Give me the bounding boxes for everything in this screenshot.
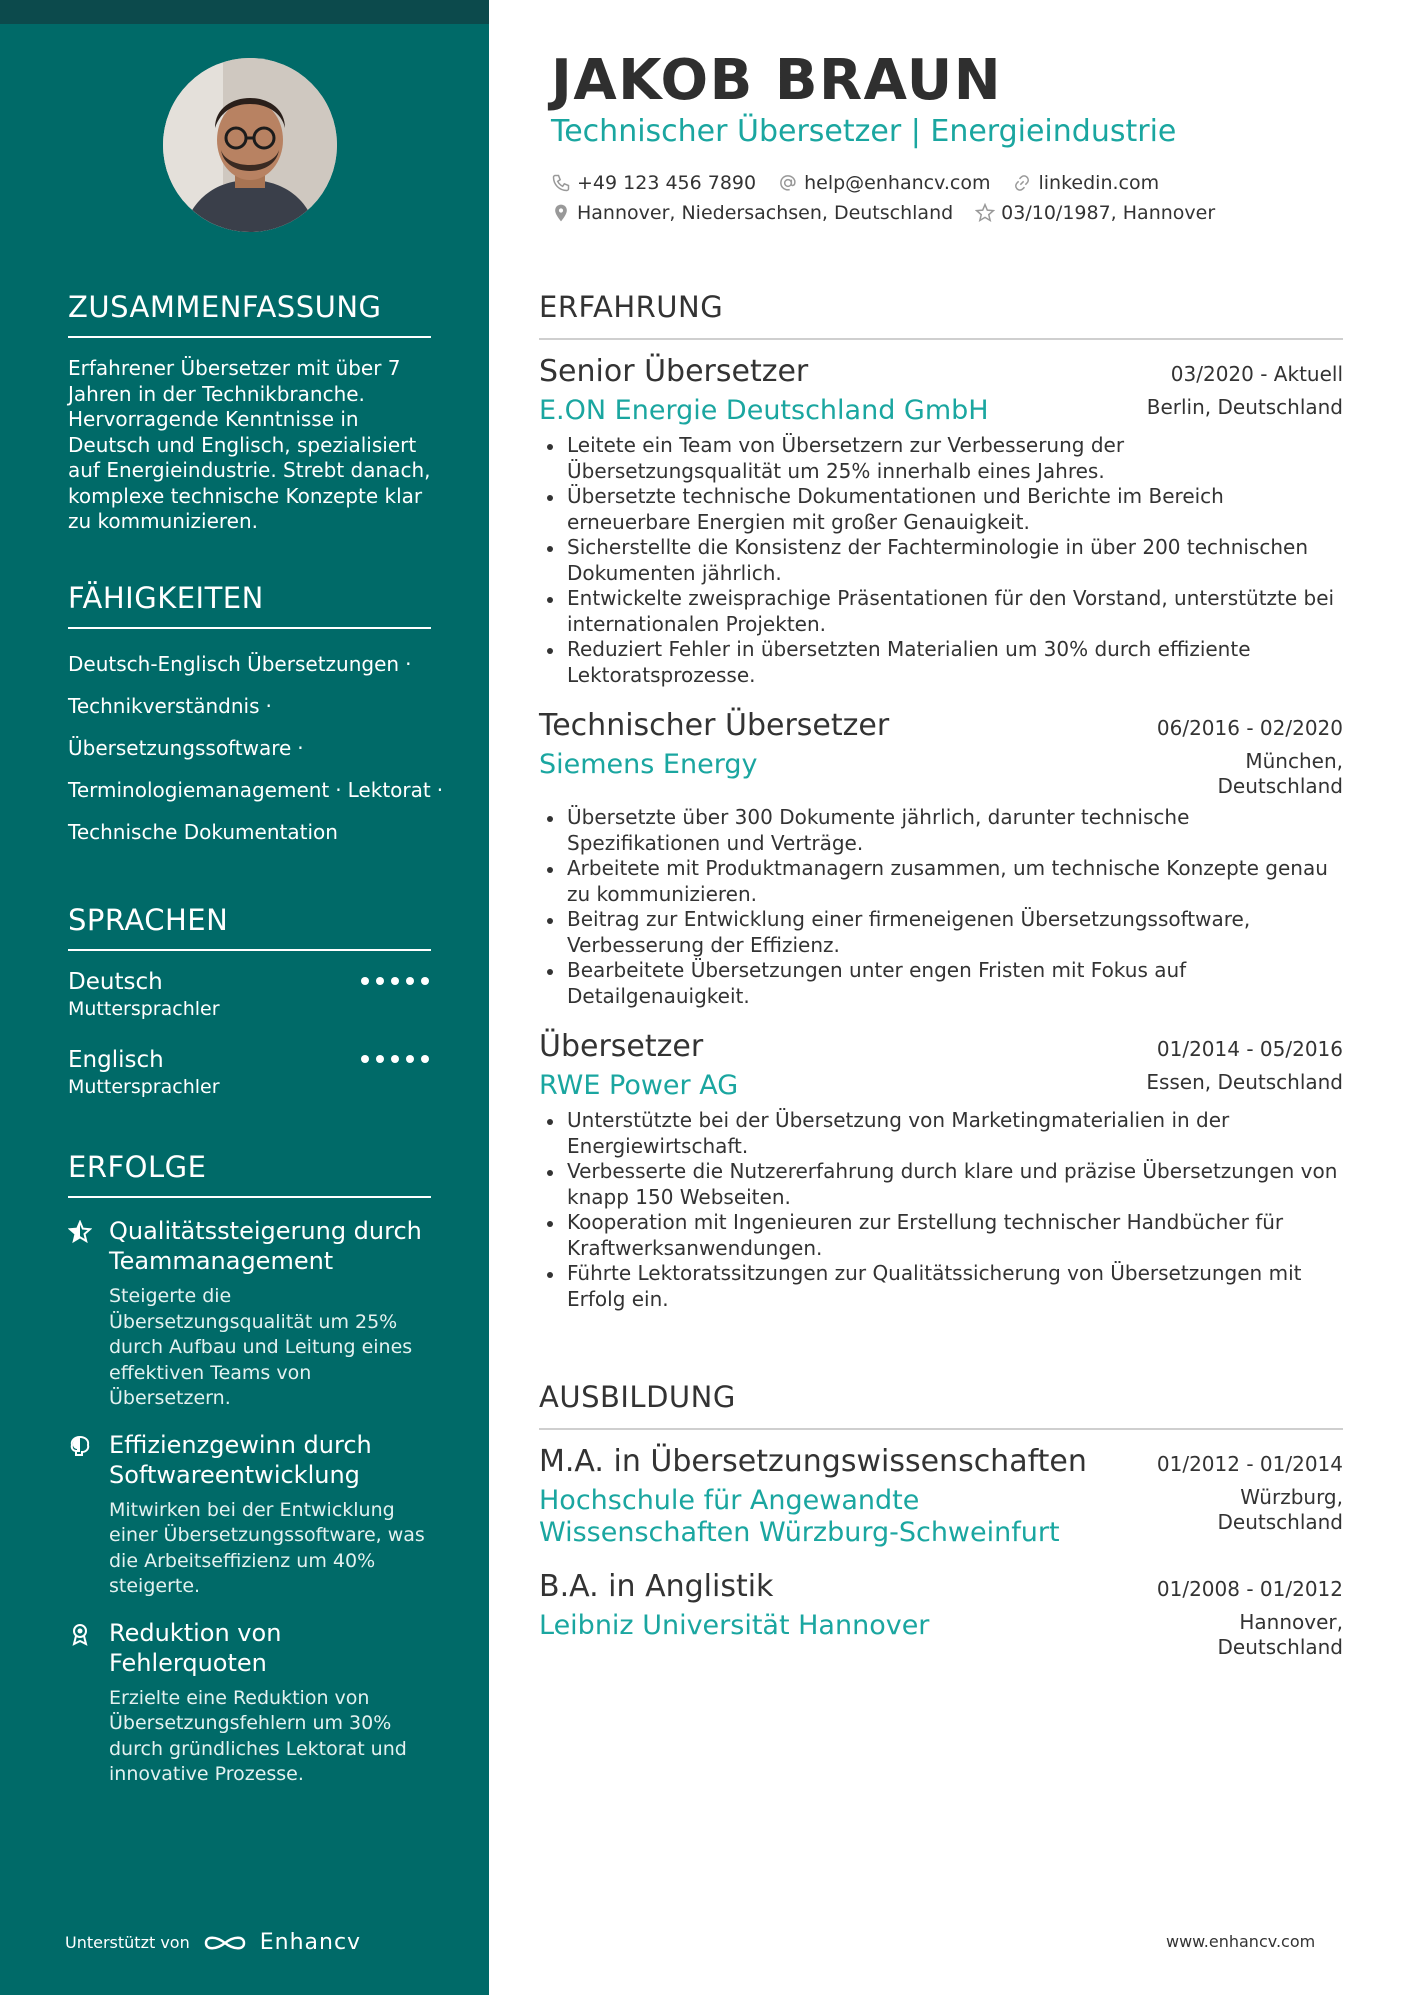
achievement-item (68, 1216, 431, 1412)
skills-list (68, 643, 444, 853)
education-section (539, 1380, 1343, 1660)
award-icon (68, 1622, 92, 1646)
sidebar-top-bar (0, 0, 489, 24)
language-level: Muttersprachler (68, 998, 220, 1020)
avatar-photo (163, 58, 337, 232)
education-degree: B.A. in Anglistik (539, 1569, 774, 1604)
language-level: Muttersprachler (68, 1076, 220, 1098)
achievement-item (68, 1430, 431, 1600)
skill-item: Lektorat (347, 778, 431, 802)
education-degree: M.A. in Übersetzungswissenschaften (539, 1444, 1087, 1479)
rating-dot (376, 1055, 384, 1063)
achievement-title: Effizienzgewinn durch Softwareentwicklung (109, 1430, 372, 1489)
avatar (163, 58, 337, 232)
skill-item: Technische Dokumentation (68, 820, 338, 844)
job-company: RWE Power AG (539, 1070, 739, 1101)
job-location: Berlin, Deutschland (1146, 395, 1343, 419)
education-date: 01/2012 - 01/2014 (1156, 1452, 1343, 1476)
language-name: Deutsch (68, 969, 163, 995)
rating-dot (406, 977, 414, 985)
summary-section (68, 290, 431, 535)
job-bullets (539, 1108, 1343, 1312)
location-pin-icon (551, 203, 571, 223)
contact-email[interactable] (778, 168, 990, 198)
job-bullet: Bearbeitete Übersetzungen unter engen Fristen mit Fokus auf Detailgenauigkeit. (539, 958, 1343, 1009)
job-bullets (539, 433, 1343, 688)
rating-dot (361, 1055, 369, 1063)
job-company: E.ON Energie Deutschland GmbH (539, 395, 989, 426)
languages-section (68, 903, 431, 1107)
star-half-icon (68, 1220, 92, 1244)
job-bullet: Entwickelte zweisprachige Präsentationen für den Vorstand, unterstützte bei internationalen Projekten. (539, 586, 1343, 637)
job-date: 01/2014 - 05/2016 (1156, 1037, 1343, 1061)
birth-text: 03/10/1987, Hannover (1001, 202, 1216, 224)
job-bullet: Führte Lektoratssitzungen zur Qualitätssicherung von Übersetzungen mit Erfolg ein. (539, 1261, 1343, 1312)
skill-item: Deutsch-Englisch Übersetzungen (68, 652, 400, 676)
job-bullet: Leitete ein Team von Übersetzern zur Verbesserung der Übersetzungsqualität um 25% innerhalb eines Jahres. (539, 433, 1343, 484)
candidate-name: JAKOB BRAUN (551, 48, 1003, 113)
contact-phone (551, 168, 756, 198)
enhancv-logo-icon (202, 1932, 248, 1954)
job-item (539, 708, 1343, 1009)
skill-separator: · (335, 778, 342, 802)
job-date: 03/2020 - Aktuell (1170, 362, 1343, 386)
achievement-item (68, 1618, 431, 1788)
skills-section (68, 581, 444, 853)
skill-separator: · (297, 736, 304, 760)
language-item (68, 1045, 431, 1107)
phone-icon (551, 173, 571, 193)
powered-by (65, 1930, 361, 1955)
skill-separator: · (436, 778, 444, 802)
job-item (539, 1029, 1343, 1312)
contact-location (551, 198, 953, 228)
education-school: Hochschule für Angewandte Wissenschaften Würzburg-Schweinfurt (539, 1485, 1060, 1548)
at-sign-icon (778, 173, 798, 193)
job-bullet: Übersetzte technische Dokumentationen und Berichte im Bereich erneuerbare Energien mit großer Genauigkeit. (539, 484, 1343, 535)
contact-linkedin[interactable] (1012, 168, 1159, 198)
linkedin-text[interactable]: linkedin.com (1038, 172, 1160, 194)
skill-item: Technikverständnis (68, 694, 260, 718)
rating-dot (421, 1055, 429, 1063)
achievement-desc: Steigerte die Übersetzungsqualität um 25% durch Aufbau und Leitung eines effektiven Teams von Übersetzern. (109, 1285, 413, 1409)
summary-heading: ZUSAMMENFASSUNG (68, 290, 431, 338)
rating-dot (406, 1055, 414, 1063)
job-company: Siemens Energy (539, 749, 758, 780)
job-item (539, 354, 1343, 688)
rating-dot (391, 1055, 399, 1063)
job-bullet: Beitrag zur Entwicklung einer firmeneigenen Übersetzungssoftware, Verbesserung der Effizienz. (539, 907, 1343, 958)
achievement-desc: Mitwirken bei der Entwicklung einer Übersetzungssoftware, was die Arbeitseffizienz um 40% steigerte. (109, 1498, 425, 1597)
skills-heading: FÄHIGKEITEN (68, 581, 431, 629)
job-bullet: Sicherstellte die Konsistenz der Fachterminologie in über 200 technischen Dokumenten jährlich. (539, 535, 1343, 586)
link-icon (1012, 173, 1032, 193)
skill-separator: · (405, 652, 412, 676)
job-bullet: Unterstützte bei der Übersetzung von Marketingmaterialien in der Energiewirtschaft. (539, 1108, 1343, 1159)
achievement-title: Qualitätssteigerung durch Teammanagement (109, 1217, 422, 1275)
job-bullets (539, 805, 1343, 1009)
powered-by-label: Unterstützt von (65, 1933, 190, 1952)
rating-dot (421, 977, 429, 985)
rating-dot (376, 977, 384, 985)
job-bullet: Übersetzte über 300 Dokumente jährlich, darunter technische Spezifikationen und Verträge. (539, 805, 1343, 856)
skill-separator: · (265, 694, 272, 718)
email-text[interactable]: help@enhancv.com (804, 172, 991, 194)
job-role: Senior Übersetzer (539, 354, 809, 389)
job-role: Übersetzer (539, 1029, 704, 1064)
experience-section (539, 290, 1343, 1312)
education-location: Hannover, Deutschland (1217, 1610, 1343, 1659)
skill-item: Terminologiemanagement (68, 778, 330, 802)
education-item (539, 1569, 1343, 1660)
rating-dot (391, 977, 399, 985)
job-role: Technischer Übersetzer (539, 708, 890, 743)
phone-text: +49 123 456 7890 (577, 172, 757, 194)
candidate-title: Technischer Übersetzer | Energieindustrie (551, 114, 1177, 149)
job-date: 06/2016 - 02/2020 (1156, 716, 1343, 740)
achievement-title: Reduktion von Fehlerquoten (109, 1618, 282, 1677)
language-rating (361, 1055, 429, 1063)
brain-icon (68, 1434, 92, 1458)
rating-dot (361, 977, 369, 985)
contact-birth (975, 198, 1215, 228)
education-location: Würzburg, Deutschland (1217, 1485, 1343, 1534)
experience-heading: ERFAHRUNG (539, 290, 1343, 340)
achievement-desc: Erzielte eine Reduktion von Übersetzungsfehlern um 30% durch gründliches Lektorat und innovative Prozesse. (109, 1686, 407, 1785)
sidebar (0, 0, 489, 1995)
education-date: 01/2008 - 01/2012 (1156, 1577, 1343, 1601)
job-location: München, Deutschland (1217, 749, 1343, 798)
job-bullet: Kooperation mit Ingenieuren zur Erstellung technischer Handbücher für Kraftwerksanwendungen. (539, 1210, 1343, 1261)
contact-info (551, 168, 1215, 228)
job-bullet: Arbeitete mit Produktmanagern zusammen, um technische Konzepte genau zu kommunizieren. (539, 856, 1343, 907)
star-icon (975, 203, 995, 223)
job-bullet: Reduziert Fehler in übersetzten Materialien um 30% durch effiziente Lektoratsprozesse. (539, 637, 1343, 688)
job-location: Essen, Deutschland (1146, 1070, 1343, 1094)
job-bullet: Verbesserte die Nutzererfahrung durch klare und präzise Übersetzungen von knapp 150 Webseiten. (539, 1159, 1343, 1210)
achievements-heading: ERFOLGE (68, 1150, 431, 1198)
summary-text: Erfahrener Übersetzer mit über 7 Jahren in der Technikbranche. Hervorragende Kenntnisse in Deutsch und Englisch, spezialisiert auf Energieindustrie. Strebt danach, komplexe technische Konzepte klar zu kommunizieren. (68, 356, 431, 533)
achievements-section (68, 1150, 431, 1788)
education-heading: AUSBILDUNG (539, 1380, 1343, 1430)
language-rating (361, 977, 429, 985)
education-item (539, 1444, 1343, 1549)
skill-item: Übersetzungssoftware (68, 736, 292, 760)
footer-url[interactable]: www.enhancv.com (1166, 1932, 1316, 1951)
enhancv-brand: Enhancv (259, 1930, 362, 1955)
languages-heading: SPRACHEN (68, 903, 431, 951)
language-item (68, 967, 431, 1029)
language-name: Englisch (68, 1047, 164, 1073)
location-text: Hannover, Niedersachsen, Deutschland (577, 202, 954, 224)
education-school: Leibniz Universität Hannover (539, 1610, 930, 1641)
